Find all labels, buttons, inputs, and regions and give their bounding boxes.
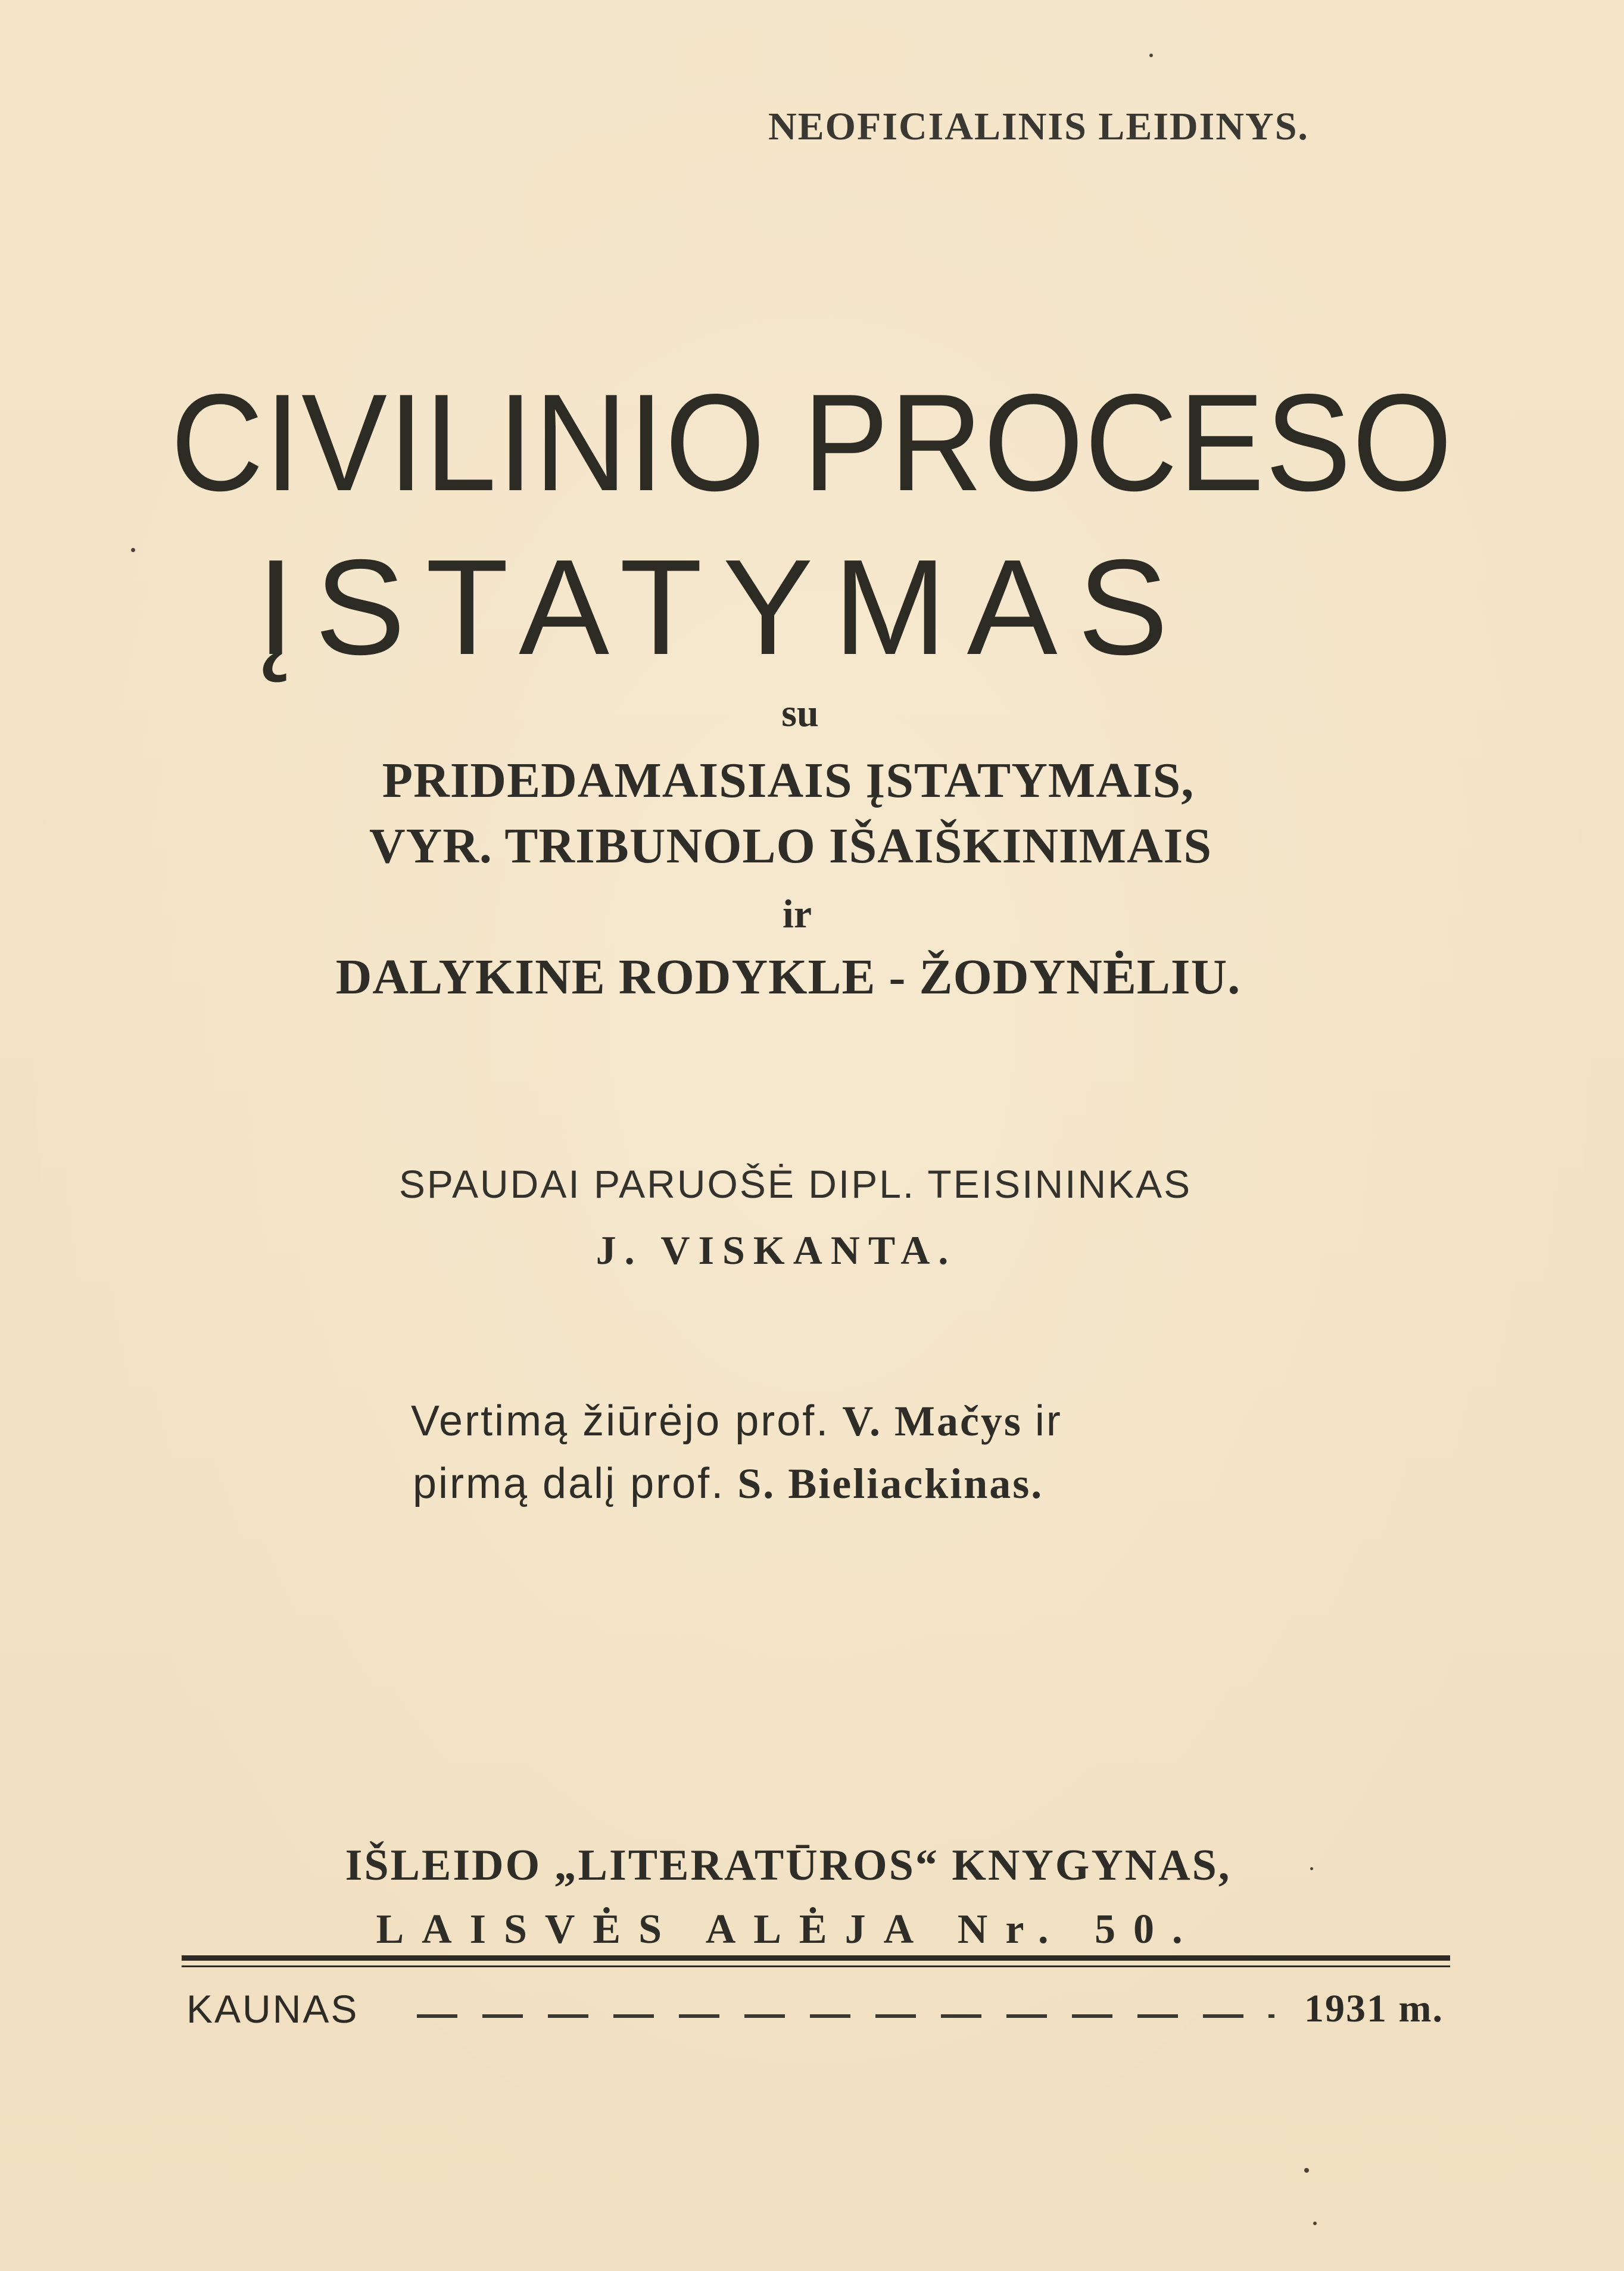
review-line-1 (411, 1397, 1062, 1446)
unofficial-edition-note: NEOFICIALINIS LEIDINYS. (768, 105, 1309, 148)
review-line-2 (413, 1459, 1043, 1509)
subtitle-line-3: DALYKINE RODYKLE - ŽODYNĖLIU. (335, 949, 1241, 1005)
paper-speck (1149, 54, 1153, 57)
footer-year: 1931 m. (1304, 1987, 1444, 2030)
publisher-line-1: IŠLEIDO „LITERATŪROS“ KNYGYNAS, (345, 1841, 1232, 1890)
paper-speck (131, 548, 135, 552)
review-line-1-prefix: Vertimą žiūrėjo prof. (411, 1397, 830, 1445)
preparer-line: SPAUDAI PARUOŠĖ DIPL. TEISININKAS (398, 1162, 1192, 1206)
footer-city: KAUNAS (186, 1987, 359, 2031)
subtitle-su: su (781, 691, 819, 735)
paper-speck (1304, 2168, 1309, 2173)
subtitle-line-2: VYR. TRIBUNOLO IŠAIŠKINIMAIS (369, 818, 1212, 874)
title-line-1: CIVILINIO PROCESO (170, 366, 1454, 520)
reviewer-2-name: S. Bieliackinas. (737, 1460, 1044, 1507)
footer-rule-thick (182, 1955, 1450, 1961)
paper-speck (1313, 2222, 1317, 2225)
reviewer-1-name: V. Mačys (842, 1397, 1023, 1445)
review-line-2-prefix: pirmą dalį prof. (413, 1460, 725, 1507)
subtitle-line-1: PRIDEDAMAISIAIS ĮSTATYMAIS, (382, 753, 1195, 808)
subtitle-ir: ir (782, 891, 812, 936)
preparer-name: J. VISKANTA. (596, 1228, 957, 1273)
footer-rule-thin (182, 1965, 1450, 1967)
paper-speck (1310, 1867, 1313, 1870)
footer-dash-leader (417, 2014, 1274, 2018)
review-line-1-suffix: ir (1034, 1397, 1062, 1445)
title-line-2: ĮSTATYMAS (257, 532, 1189, 683)
publisher-address: LAISVĖS ALĖJA Nr. 50. (376, 1906, 1201, 1952)
